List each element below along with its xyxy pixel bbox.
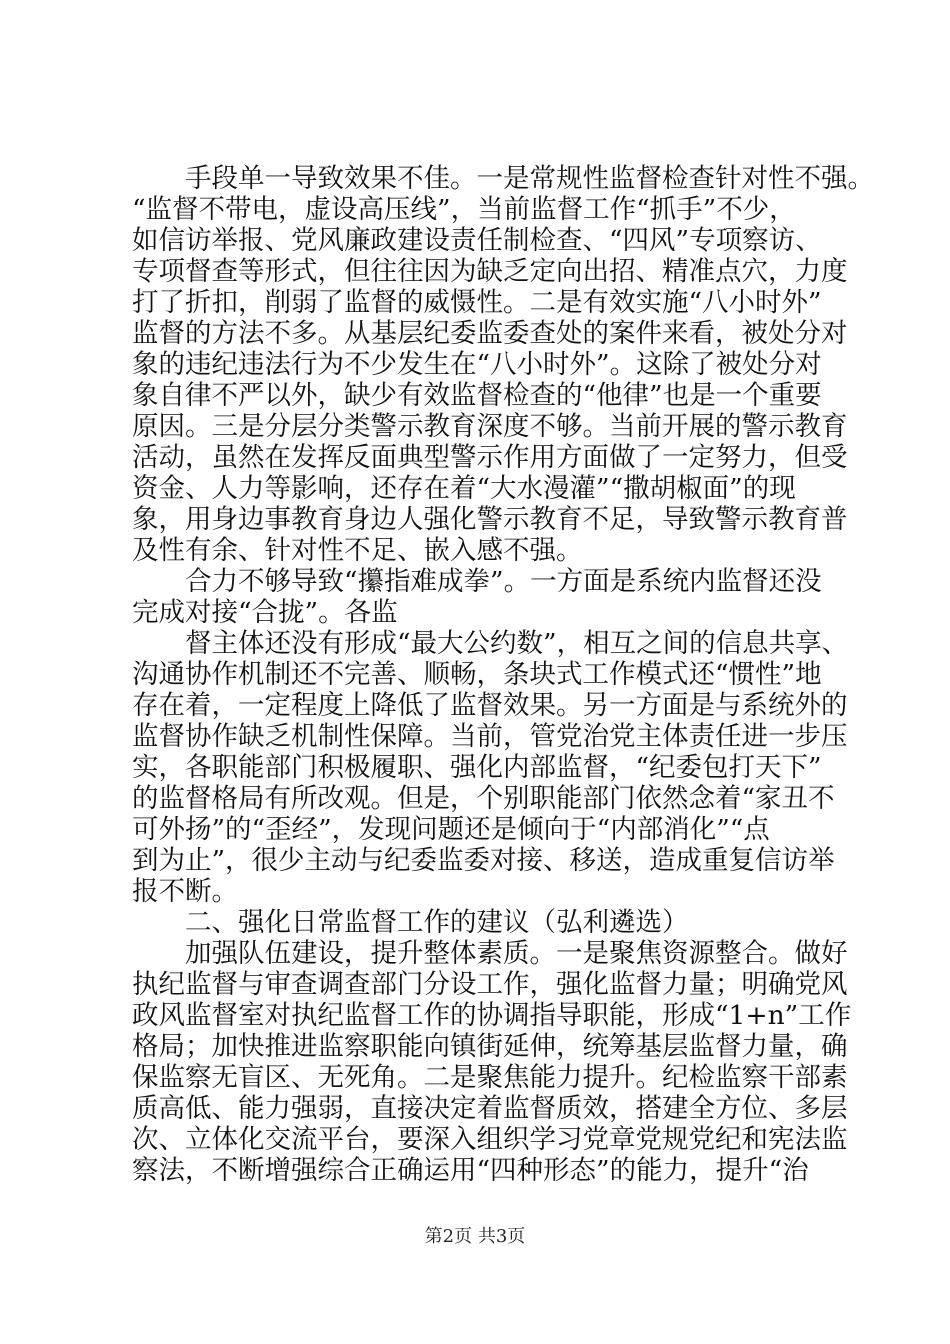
text-line: 监督协作缺乏机制性保障。当前，管党治党主体责任进一步压 bbox=[132, 721, 848, 752]
text-line: 象自律不严以外，缺少有效监督检查的“他律”也是一个重要 bbox=[132, 380, 822, 411]
text-line: 存在着，一定程度上降低了监督效果。另一方面是与系统外的 bbox=[132, 690, 848, 721]
text-line: “监督不带电，虚设高压线”，当前监督工作“抓手”不少， bbox=[132, 194, 796, 225]
text-line: 加强队伍建设，提升整体素质。一是聚焦资源整合。做好 bbox=[185, 938, 848, 969]
text-line: 质高低、能力强弱，直接决定着监督质效，搭建全方位、多层 bbox=[132, 1093, 848, 1124]
text-line: 如信访举报、党风廉政建设责任制检查、“四风”专项察访、 bbox=[132, 225, 822, 256]
text-line: 政风监督室对执纪监督工作的协调指导职能，形成“1+n”工作 bbox=[132, 1000, 852, 1031]
text-line: 监督的方法不多。从基层纪委监委查处的案件来看，被处分对 bbox=[132, 318, 848, 349]
text-line: 完成对接“合拢”。各监 bbox=[132, 597, 398, 628]
document-body bbox=[132, 163, 874, 1186]
text-line: 察法，不断增强综合正确运用“四种形态”的能力，提升“治 bbox=[132, 1155, 809, 1186]
page-footer: 第2页 共3页 bbox=[424, 1226, 526, 1247]
text-line: 的监督格局有所改观。但是，个别职能部门依然念着“家丑不 bbox=[132, 783, 835, 814]
text-line: 合力不够导致“攥指难成拳”。一方面是系统内监督还没 bbox=[185, 566, 822, 597]
text-line: 二、强化日常监督工作的建议（弘利遴选） bbox=[185, 907, 689, 938]
text-line: 活动，虽然在发挥反面典型警示作用方面做了一定努力，但受 bbox=[132, 442, 848, 473]
text-line: 格局；加快推进监察职能向镇街延伸，统筹基层监督力量，确 bbox=[132, 1031, 848, 1062]
text-line: 象，用身边事教育身边人强化警示教育不足，导致警示教育普 bbox=[132, 504, 848, 535]
text-line: 打了折扣，削弱了监督的威慑性。二是有效实施“八小时外” bbox=[132, 287, 822, 318]
text-line: 及性有余、针对性不足、嵌入感不强。 bbox=[132, 535, 583, 566]
text-line: 可外扬”的“歪经”，发现问题还是倾向于“内部消化”“点 bbox=[132, 814, 770, 845]
text-line: 沟通协作机制还不完善、顺畅，条块式工作模式还“惯性”地 bbox=[132, 659, 822, 690]
text-line: 督主体还没有形成“最大公约数”，相互之间的信息共享、 bbox=[185, 628, 849, 659]
text-line: 到为止”，很少主动与纪委监委对接、移送，造成重复信访举 bbox=[132, 845, 835, 876]
text-line: 实，各职能部门积极履职、强化内部监督，“纪委包打天下” bbox=[132, 752, 822, 783]
text-line: 资金、人力等影响，还存在着“大水漫灌”“撒胡椒面”的现 bbox=[132, 473, 796, 504]
text-line: 手段单一导致效果不佳。一是常规性监督检查针对性不强。 bbox=[185, 163, 874, 194]
text-line: 专项督查等形式，但往往因为缺乏定向出招、精准点穴，力度 bbox=[132, 256, 848, 287]
text-line: 执纪监督与审查调查部门分设工作，强化监督力量；明确党风 bbox=[132, 969, 848, 1000]
text-line: 保监察无盲区、无死角。二是聚焦能力提升。纪检监察干部素 bbox=[132, 1062, 848, 1093]
text-line: 象的违纪违法行为不少发生在“八小时外”。这除了被处分对 bbox=[132, 349, 822, 380]
text-line: 报不断。 bbox=[132, 876, 238, 907]
text-line: 次、立体化交流平台，要深入组织学习党章党规党纪和宪法监 bbox=[132, 1124, 848, 1155]
text-line: 原因。三是分层分类警示教育深度不够。当前开展的警示教育 bbox=[132, 411, 848, 442]
